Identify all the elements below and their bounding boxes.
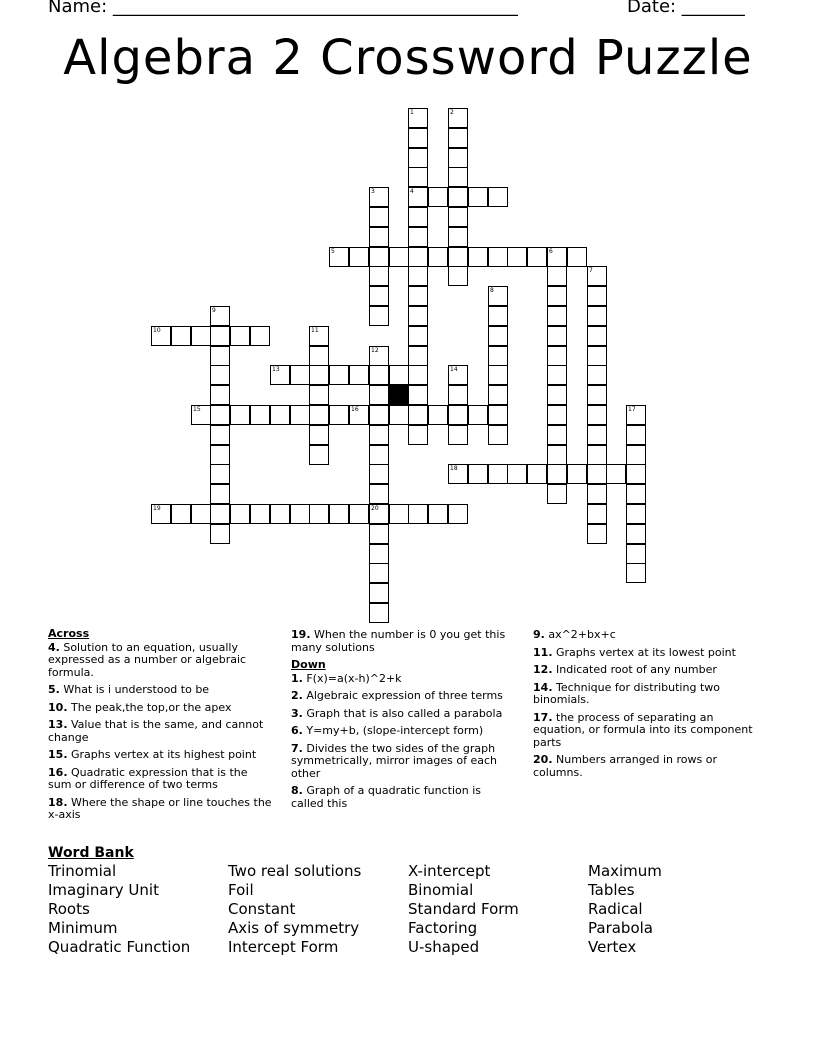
crossword-cell[interactable] [448,425,468,445]
crossword-cell[interactable] [250,504,270,524]
crossword-cell[interactable] [230,504,250,524]
crossword-cell[interactable] [369,385,389,405]
clue-number-label: 2 [450,109,454,116]
crossword-cell[interactable] [369,365,389,385]
clue-text: Graphs vertex at its lowest point [556,645,736,659]
clue-number: 4 [48,640,56,654]
crossword-cell[interactable] [408,108,428,128]
crossword-cell[interactable] [151,504,171,524]
word-bank-item: Axis of symmetry [228,919,360,937]
crossword-cell[interactable] [448,464,468,484]
clue-number: 1 [291,671,299,685]
crossword-cell[interactable] [587,385,607,405]
clue-number: 14 [533,680,549,694]
crossword-cell[interactable] [488,187,508,207]
crossword-cell[interactable] [587,286,607,306]
crossword-cell[interactable] [567,247,587,267]
crossword-cell[interactable] [309,504,329,524]
clue-number: 8 [291,784,299,797]
crossword-cell[interactable] [369,563,389,583]
crossword-cell[interactable] [547,306,567,326]
crossword-cell[interactable] [270,504,290,524]
clues-column-2 [291,628,516,815]
clue-text: Graph that is also called a parabola [306,706,503,720]
clue-number-label: 11 [311,327,319,334]
crossword-cell[interactable] [626,425,646,445]
crossword-cell[interactable] [171,504,191,524]
crossword-cell[interactable] [626,464,646,484]
clue-number-label: 14 [450,366,458,373]
clue-number: 6 [291,724,299,737]
clue-number-label: 7 [589,267,593,274]
crossword-cell[interactable] [369,266,389,286]
date-field-label: Date: _______ [627,0,745,17]
crossword-cell[interactable] [369,405,389,425]
word-bank-item: Constant [228,900,296,918]
crossword-cell[interactable] [587,464,607,484]
clue-down-11: 11. Graphs vertex at its lowest point [533,645,736,659]
crossword-cell[interactable] [488,385,508,405]
crossword-cell[interactable] [587,326,607,346]
crossword-cell[interactable] [369,346,389,366]
crossword-cell[interactable] [151,326,171,346]
crossword-cell[interactable] [448,365,468,385]
crossword-cell[interactable] [210,504,230,524]
clue-number: 15 [48,748,64,761]
crossword-cell[interactable] [349,504,369,524]
clue-text: Algebraic expression of three terms [306,689,503,702]
clue-text: F(x)=a(x-h)^2+k [306,671,402,685]
crossword-cell[interactable] [448,266,468,286]
clue-number: 3 [291,706,299,720]
crossword-cell[interactable] [290,405,310,425]
crossword-cell[interactable] [468,247,488,267]
crossword-cell[interactable] [448,167,468,187]
crossword-cell[interactable] [369,425,389,445]
crossword-cell[interactable] [547,286,567,306]
crossword-cell[interactable] [408,425,428,445]
crossword-cell[interactable] [547,266,567,286]
word-bank-item: Two real solutions [228,862,362,880]
page-title: Algebra 2 Crossword Puzzle [63,30,753,86]
crossword-cell[interactable] [587,484,607,504]
crossword-cell[interactable] [329,247,349,267]
crossword-cell[interactable] [408,405,428,425]
crossword-cell[interactable] [309,365,329,385]
crossword-cell[interactable] [626,405,646,425]
clue-text: Quadratic expression that is the sum or difference of two terms [48,765,248,791]
clue-down-2: 2. Algebraic expression of three terms [291,689,503,702]
crossword-cell[interactable] [408,365,428,385]
crossword-cell[interactable] [191,405,211,425]
clue-number-label: 19 [153,505,161,512]
crossword-cell[interactable] [369,544,389,564]
crossword-cell[interactable] [587,405,607,425]
crossword-cell[interactable] [408,247,428,267]
crossword-cell[interactable] [210,346,230,366]
crossword-cell[interactable] [428,247,448,267]
word-bank-item: Intercept Form [228,938,339,956]
clue-down-1: 1. F(x)=a(x-h)^2+k [291,671,402,685]
across-heading: Across [48,627,90,640]
word-bank-item: Quadratic Function [48,938,191,956]
clue-number: 17 [533,710,549,724]
crossword-cell[interactable] [408,187,428,207]
crossword-cell[interactable] [369,504,389,524]
word-bank-item: Binomial [408,881,474,899]
crossword-cell[interactable] [428,187,448,207]
crossword-cell[interactable] [369,207,389,227]
crossword-cell[interactable] [547,385,567,405]
crossword-cell[interactable] [210,385,230,405]
crossword-cell[interactable] [448,108,468,128]
clue-number-label: 4 [410,188,414,195]
crossword-cell[interactable] [369,227,389,247]
crossword-cell[interactable] [468,187,488,207]
clue-number-label: 17 [628,406,636,413]
clue-number: 18 [48,795,64,809]
word-bank-item: Tables [588,881,635,899]
crossword-cell[interactable] [290,504,310,524]
crossword-cell[interactable] [408,128,428,148]
crossword-cell[interactable] [191,504,211,524]
crossword-cell[interactable] [369,306,389,326]
crossword-cell[interactable] [448,247,468,267]
crossword-cell[interactable] [408,326,428,346]
crossword-cell[interactable] [408,207,428,227]
crossword-cell[interactable] [210,484,230,504]
crossword-cell[interactable] [488,346,508,366]
crossword-cell[interactable] [428,504,448,524]
crossword-cell[interactable] [230,405,250,425]
clue-number-label: 8 [490,287,494,294]
word-bank-item: Maximum [588,862,662,880]
crossword-cell[interactable] [270,405,290,425]
crossword-cell[interactable] [448,405,468,425]
clue-down-6: 6. Y=my+b, (slope-intercept form) [291,724,484,737]
down-heading: Down [291,658,326,671]
clue-text: Numbers arranged in rows or columns. [533,753,717,779]
crossword-cell[interactable] [349,365,369,385]
crossword-cell[interactable] [448,207,468,227]
crossword-cell[interactable] [626,563,646,583]
crossword-cell[interactable] [428,405,448,425]
clue-across-5: 5. What is i understood to be [48,683,210,696]
crossword-cell[interactable] [547,365,567,385]
crossword-cell[interactable] [191,326,211,346]
crossword-cell[interactable] [587,346,607,366]
crossword-cell[interactable] [349,247,369,267]
clue-number: 12 [533,663,549,676]
crossword-cell[interactable] [448,227,468,247]
crossword-cell[interactable] [626,544,646,564]
crossword-cell[interactable] [626,504,646,524]
crossword-cell[interactable] [408,167,428,187]
clue-text: Value that is the same, and cannot change [48,718,264,744]
crossword-cell[interactable] [448,187,468,207]
crossword-cell[interactable] [408,306,428,326]
crossword-cell[interactable] [547,425,567,445]
crossword-cell[interactable] [448,504,468,524]
clue-number: 9 [533,628,541,641]
crossword-cell[interactable] [369,583,389,603]
word-bank-item: Foil [228,881,254,899]
clues-column-1 [48,628,273,827]
clue-number: 2 [291,689,299,702]
clue-number-label: 12 [371,347,379,354]
word-bank-item: Factoring [408,919,478,937]
clue-down-7: 7. Divides the two sides of the graph symmetrically, mirror images of each other [291,741,497,780]
clue-text: Y=my+b, (slope-intercept form) [306,724,484,737]
crossword-cell[interactable] [408,227,428,247]
crossword-cell[interactable] [626,524,646,544]
crossword-cell[interactable] [329,365,349,385]
crossword-cell[interactable] [389,504,409,524]
crossword-cell[interactable] [547,464,567,484]
crossword-cell[interactable] [587,445,607,465]
crossword-cell[interactable] [408,266,428,286]
crossword-cell[interactable] [527,247,547,267]
clue-number-label: 15 [193,406,201,413]
word-bank-column [228,862,361,957]
crossword-cell[interactable] [369,247,389,267]
crossword-cell[interactable] [587,504,607,524]
crossword-cell[interactable] [507,464,527,484]
crossword-cell[interactable] [587,266,607,286]
clue-text: Technique for distributing two binomials. [533,680,720,706]
crossword-cell[interactable] [488,425,508,445]
crossword-cell[interactable] [171,326,191,346]
clue-text: the process of separating an equation, or formula into its component parts [533,710,753,749]
crossword-cell[interactable] [547,484,567,504]
crossword-cell[interactable] [309,385,329,405]
crossword-cell[interactable] [587,425,607,445]
crossword-cell[interactable] [547,326,567,346]
clue-down-20: 20. Numbers arranged in rows or columns. [533,753,717,779]
crossword-cell[interactable] [369,445,389,465]
clue-text: Divides the two sides of the graph symmetrically, mirror images of each other [291,741,497,780]
crossword-cell[interactable] [408,504,428,524]
crossword-cell[interactable] [329,504,349,524]
crossword-cell[interactable] [309,425,329,445]
clue-text: Indicated root of any number [556,663,717,676]
crossword-cell[interactable] [389,247,409,267]
clue-down-12: 12. Indicated root of any number [533,663,717,676]
crossword-cell[interactable] [488,247,508,267]
crossword-cell[interactable] [210,405,230,425]
word-bank-item: Roots [48,900,90,918]
crossword-cell[interactable] [369,524,389,544]
clue-number: 20 [533,753,549,766]
crossword-cell[interactable] [210,524,230,544]
clue-number: 13 [48,718,64,731]
crossword-cell[interactable] [210,425,230,445]
clue-across-13: 13. Value that is the same, and cannot change [48,718,264,744]
word-bank-column [408,862,519,957]
clue-down-9: 9. ax^2+bx+c [533,628,616,641]
clue-number-label: 6 [549,248,553,255]
crossword-cell[interactable] [250,405,270,425]
clue-text: What is i understood to be [63,683,210,696]
crossword-cell[interactable] [389,365,409,385]
word-bank-item: X-intercept [408,862,491,880]
crossword-cell[interactable] [488,306,508,326]
crossword-cell[interactable] [309,326,329,346]
crossword-cell[interactable] [309,346,329,366]
crossword-cell[interactable] [587,306,607,326]
crossword-cell[interactable] [389,405,409,425]
clue-number: 7 [291,741,299,755]
crossword-cell[interactable] [448,385,468,405]
clue-number: 10 [48,700,64,714]
black-square [389,385,409,405]
crossword-cell[interactable] [210,365,230,385]
crossword-cell[interactable] [408,286,428,306]
clue-across-10: 10. The peak,the top,or the apex [48,700,232,714]
clue-text: Where the shape or line touches the x-axis [48,795,272,821]
crossword-cell[interactable] [606,464,626,484]
crossword-cell[interactable] [587,524,607,544]
crossword-cell[interactable] [488,365,508,385]
crossword-cell[interactable] [488,464,508,484]
crossword-cell[interactable] [468,405,488,425]
crossword-cell[interactable] [488,286,508,306]
crossword-cell[interactable] [468,464,488,484]
crossword-cell[interactable] [369,484,389,504]
crossword-cell[interactable] [270,365,290,385]
crossword-cell[interactable] [369,603,389,623]
crossword-cell[interactable] [349,405,369,425]
crossword-cell[interactable] [230,326,250,346]
clue-down-17: 17. the process of separating an equation, or formula into its component parts [533,710,753,749]
crossword-cell[interactable] [488,405,508,425]
word-bank-title: Word Bank [48,845,134,861]
name-field-label: Name: _____________________________________________ [48,0,518,17]
clue-text: Graph of a quadratic function is called this [291,784,481,810]
clue-number-label: 13 [272,366,280,373]
word-bank-item: Trinomial [48,862,117,880]
clue-across-4: 4. Solution to an equation, usually expressed as a number or algebraic formula. [48,640,247,679]
word-bank-item: Minimum [48,919,118,937]
crossword-cell[interactable] [587,365,607,385]
word-bank-item: Vertex [588,938,637,956]
clue-text: Solution to an equation, usually expressed as a number or algebraic formula. [48,640,247,679]
crossword-cell[interactable] [210,464,230,484]
clue-down-3: 3. Graph that is also called a parabola [291,706,503,720]
crossword-cell[interactable] [547,346,567,366]
crossword-cell[interactable] [408,385,428,405]
crossword-cell[interactable] [547,445,567,465]
clue-text: ax^2+bx+c [548,628,616,641]
clue-number-label: 20 [371,505,379,512]
crossword-cell[interactable] [448,148,468,168]
word-bank-item: U-shaped [408,938,480,956]
clue-number: 19 [291,628,307,641]
crossword-cell[interactable] [210,445,230,465]
crossword-cell[interactable] [329,405,349,425]
clue-down-8: 8. Graph of a quadratic function is called this [291,784,481,810]
crossword-cell[interactable] [369,286,389,306]
crossword-cell[interactable] [527,464,547,484]
clue-across-15: 15. Graphs vertex at its highest point [48,748,257,761]
crossword-cell[interactable] [210,326,230,346]
clue-across-19: 19. When the number is 0 you get this many solutions [291,628,506,654]
crossword-cell[interactable] [448,128,468,148]
crossword-cell[interactable] [547,405,567,425]
clue-number-label: 5 [331,248,335,255]
clue-text: When the number is 0 you get this many solutions [291,628,506,654]
crossword-cell[interactable] [547,247,567,267]
crossword-cell[interactable] [567,464,587,484]
crossword-cell[interactable] [369,464,389,484]
clue-number: 11 [533,645,549,659]
crossword-cell[interactable] [488,326,508,346]
crossword-cell[interactable] [507,247,527,267]
crossword-cell[interactable] [626,445,646,465]
clue-number: 16 [48,765,64,779]
clue-number-label: 3 [371,188,375,195]
crossword-cell[interactable] [408,346,428,366]
crossword-cell[interactable] [626,484,646,504]
word-bank-item: Parabola [588,919,653,937]
clue-across-16: 16. Quadratic expression that is the sum or difference of two terms [48,765,248,791]
crossword-cell[interactable] [309,405,329,425]
crossword-cell[interactable] [369,187,389,207]
crossword-cell[interactable] [309,445,329,465]
word-bank-column [588,862,662,957]
clue-text: The peak,the top,or the apex [71,700,232,714]
crossword-cell[interactable] [290,365,310,385]
word-bank-item: Standard Form [408,900,519,918]
clue-number: 5 [48,683,56,696]
clue-down-14: 14. Technique for distributing two binomials. [533,680,720,706]
crossword-cell[interactable] [210,306,230,326]
clue-number-label: 18 [450,465,458,472]
clue-number-label: 10 [153,327,161,334]
word-bank-item: Radical [588,900,643,918]
clue-across-18: 18. Where the shape or line touches the x-axis [48,795,272,821]
clue-number-label: 9 [212,307,216,314]
clue-number-label: 16 [351,406,359,413]
clues-column-3 [533,628,761,784]
word-bank-column [48,862,190,957]
clue-text: Graphs vertex at its highest point [71,748,257,761]
word-bank-item: Imaginary Unit [48,881,159,899]
clue-number-label: 1 [410,109,414,116]
crossword-cell[interactable] [250,326,270,346]
crossword-cell[interactable] [408,148,428,168]
